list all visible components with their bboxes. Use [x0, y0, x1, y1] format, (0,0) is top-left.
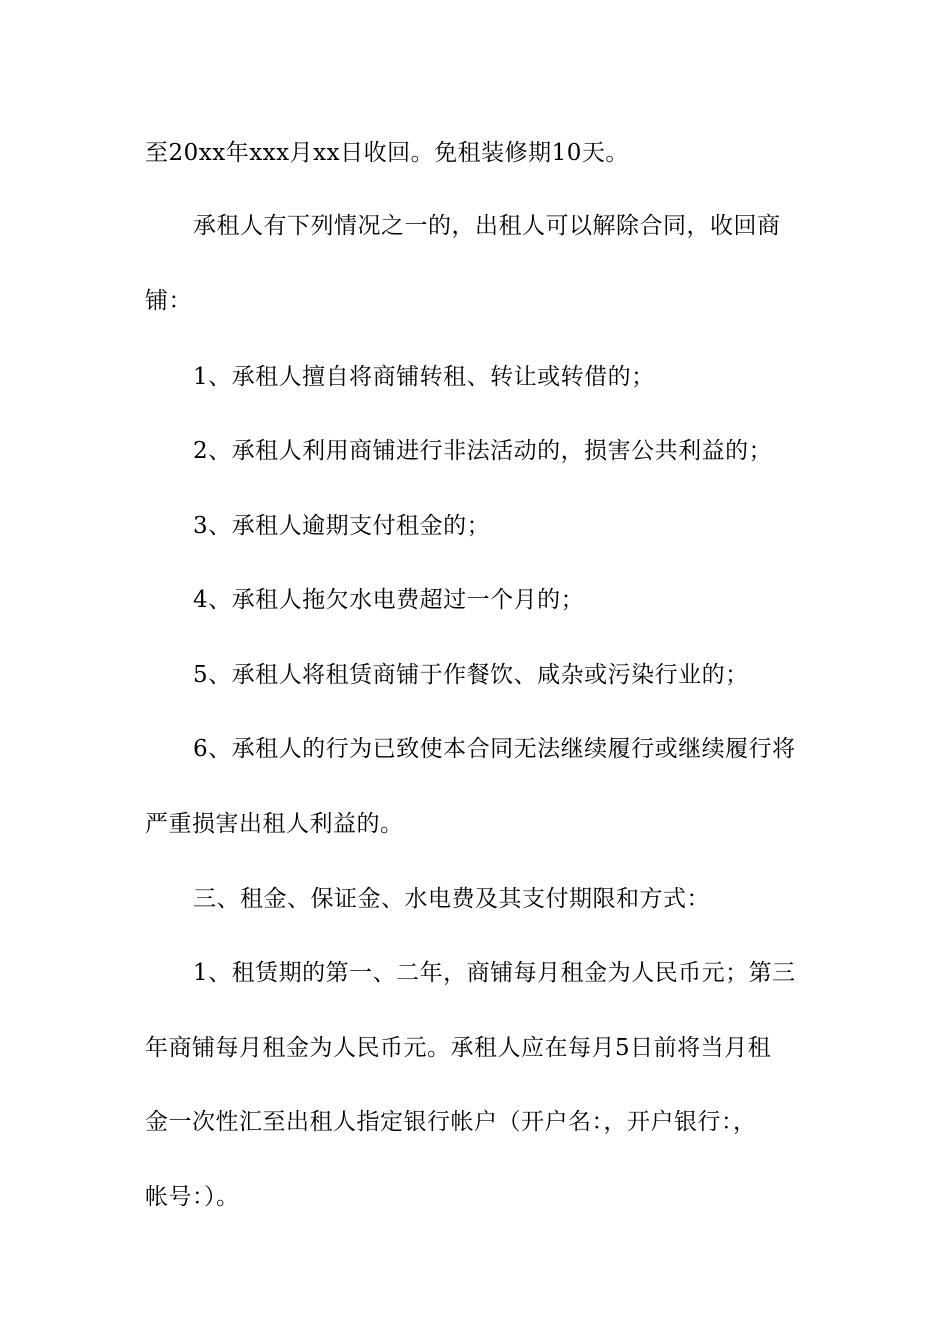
section-heading-3: 三、租金、保证金、水电费及其支付期限和方式：	[193, 886, 710, 912]
list-item-6-continued: 严重损害出租人利益的。	[145, 811, 404, 837]
paragraph-rent-line-3: 金一次性汇至出租人指定银行帐户（开户名：，开户银行：，	[145, 1109, 757, 1135]
list-item-6: 6、承租人的行为已致使本合同无法继续履行或继续履行将	[193, 736, 796, 762]
text-line-3: 铺：	[145, 288, 192, 314]
paragraph-rent-line-1: 1、租赁期的第一、二年，商铺每月租金为人民币元；第三	[193, 960, 796, 986]
list-item-1: 1、承租人擅自将商铺转租、转让或转借的；	[193, 364, 655, 390]
list-item-4: 4、承租人拖欠水电费超过一个月的；	[193, 587, 585, 613]
paragraph-rent-line-2: 年商铺每月租金为人民币元。承租人应在每月5日前将当月租	[145, 1035, 772, 1061]
text-line-2: 承租人有下列情况之一的，出租人可以解除合同，收回商	[193, 213, 781, 239]
text-line-1: 至20xx年xxx月xx日收回。免租装修期10天。	[145, 140, 629, 166]
list-item-2: 2、承租人利用商铺进行非法活动的，损害公共利益的；	[193, 438, 773, 464]
list-item-3: 3、承租人逾期支付租金的；	[193, 513, 491, 539]
paragraph-rent-line-4: 帐号：）。	[145, 1184, 240, 1210]
list-item-5: 5、承租人将租赁商铺于作餐饮、咸杂或污染行业的；	[193, 662, 749, 688]
